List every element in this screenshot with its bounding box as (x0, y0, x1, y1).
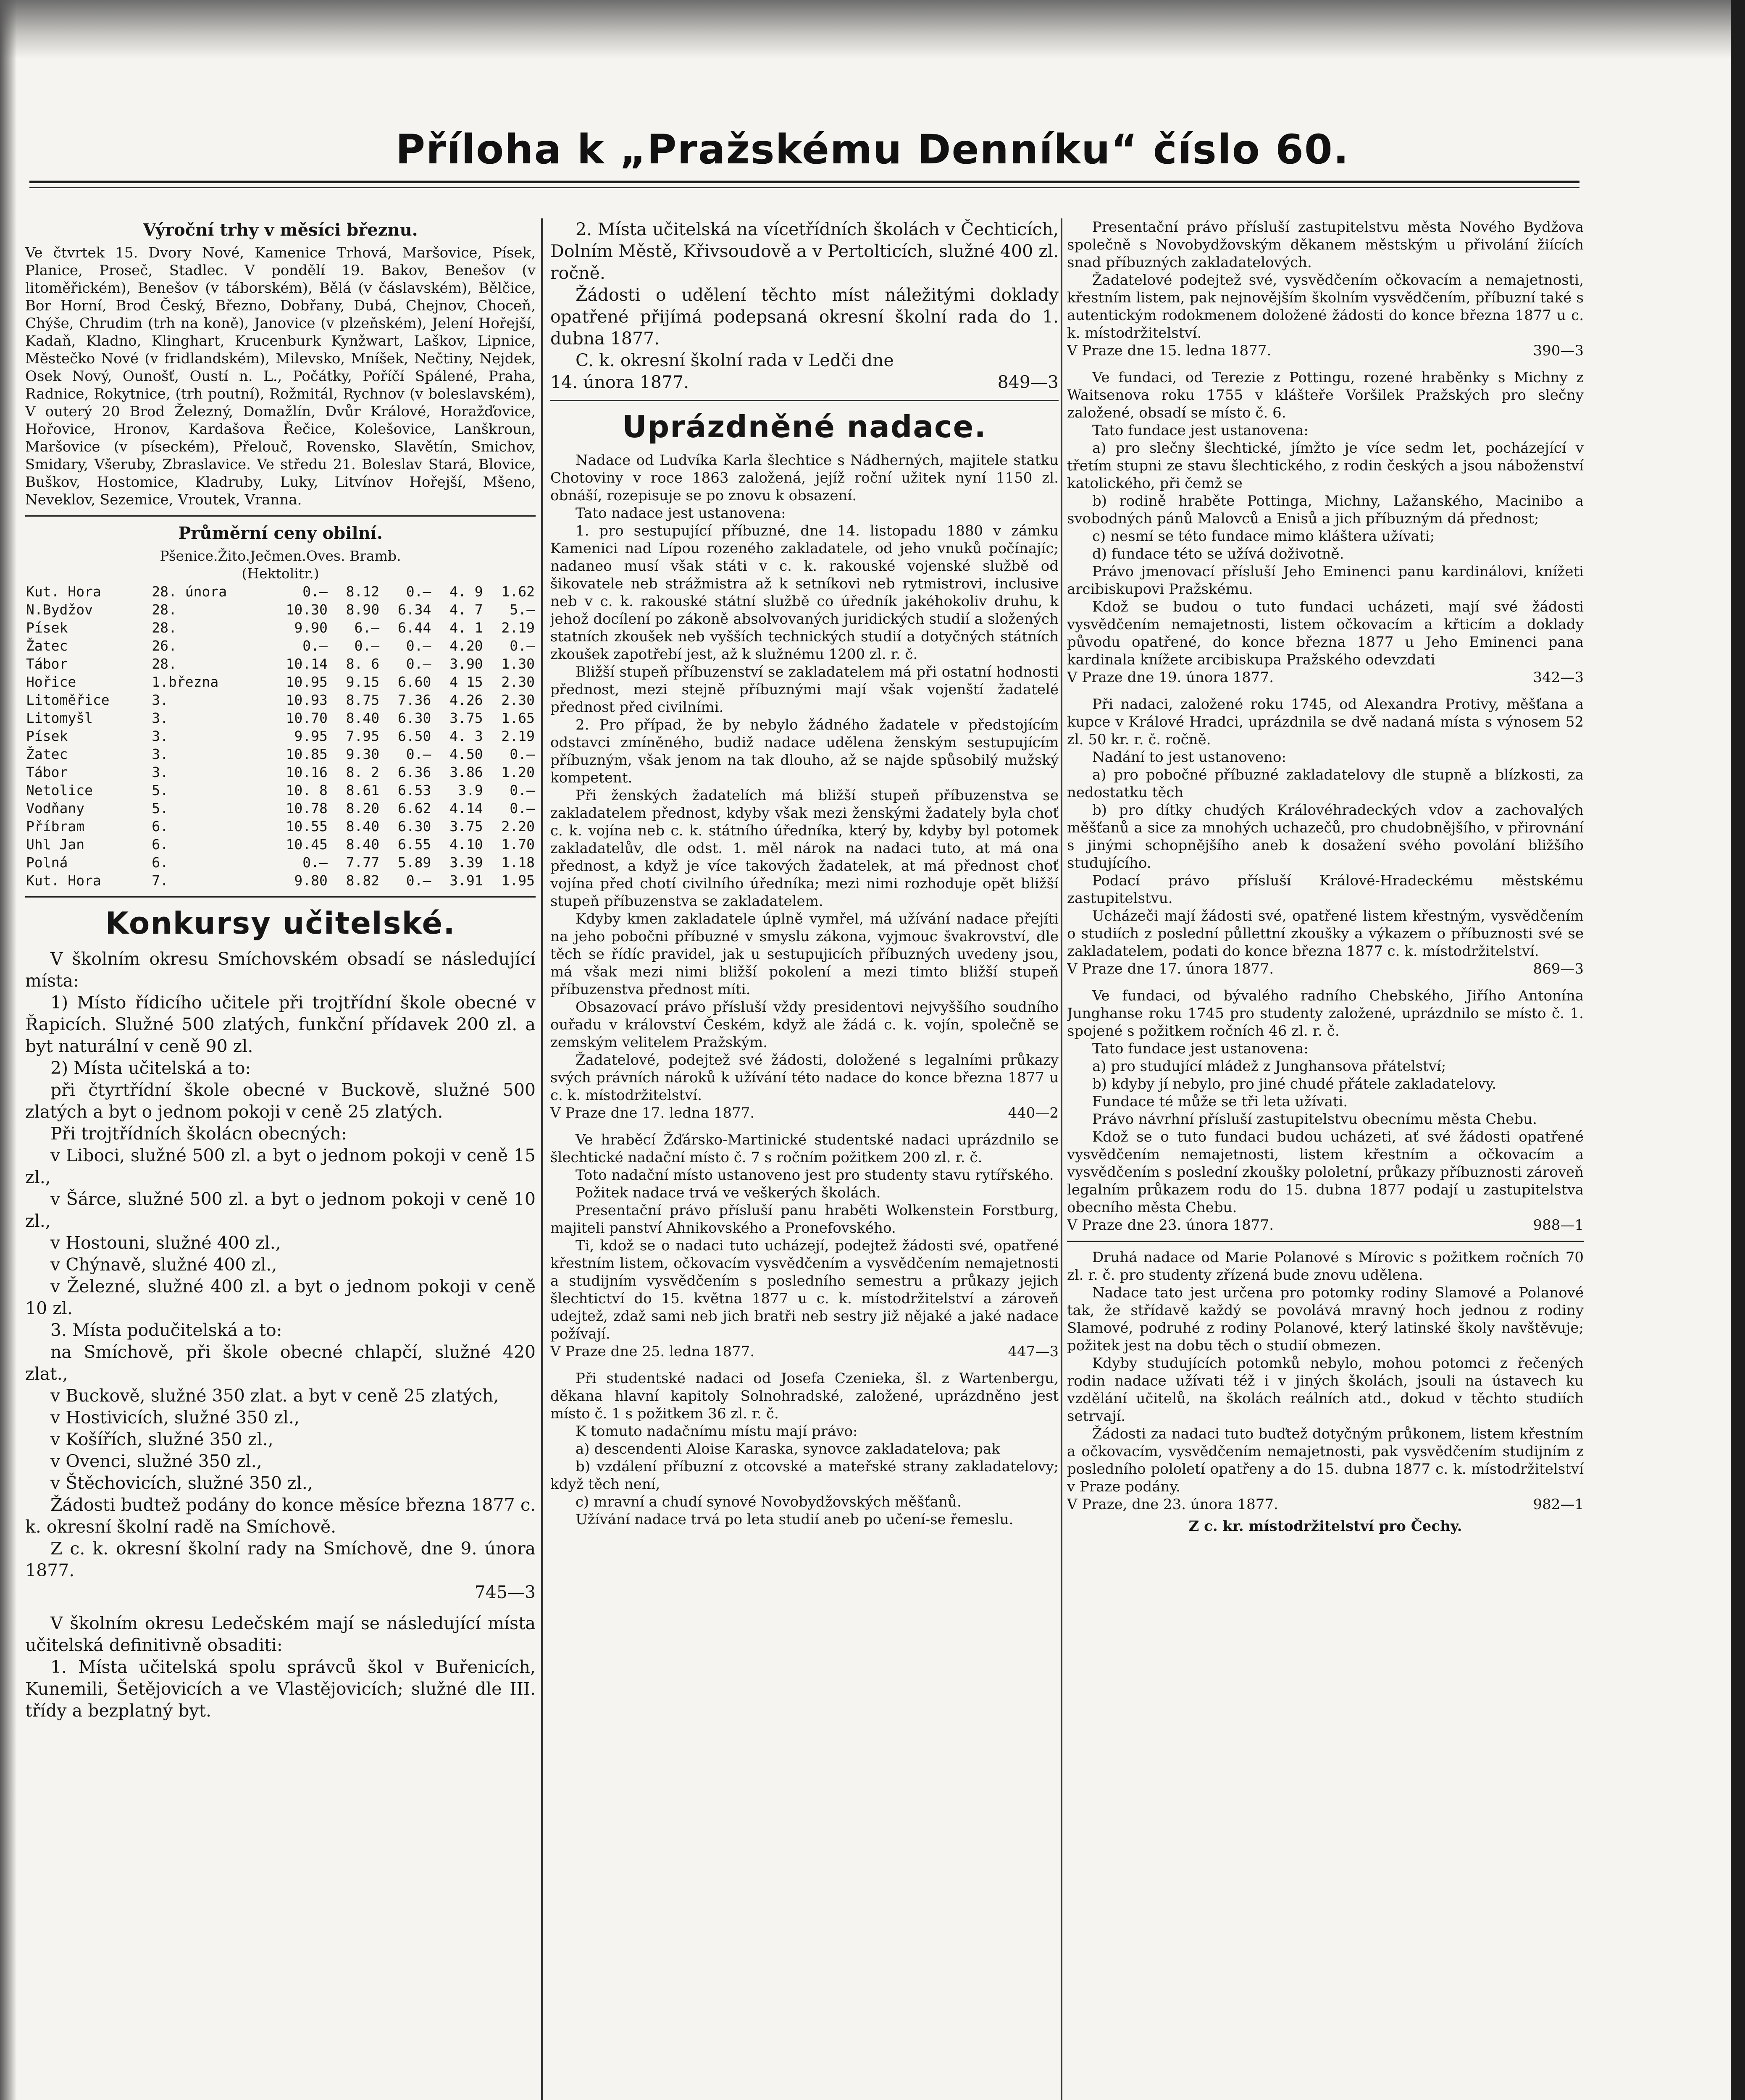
table-row (25, 601, 536, 619)
paragraph: Žádosti o udělení těchto míst náležitými doklady opatřené přijímá podepsaná okresní školní rada do 1. dubna 1877. (550, 285, 1059, 349)
paragraph: Při studentské nadaci od Josefa Czenieka, šl. z Wartenbergu, děkana hlavní kapitoly Solnohradské, založené, uprázdněno jest místo č. 1 s požitkem 36 zl. r. č. (550, 1370, 1059, 1422)
table-cell: N.Bydžov (26, 601, 93, 618)
paragraph: v Hostivicích, služné 350 zl., (50, 1407, 300, 1428)
paragraph: 2. Pro případ, že by nebylo žádného žadatele v předstojícím odstavci zmíněného, budiž nadace udělena ženským sestupujícím příbuzným, však jenom na tak dlouho, až se najde spůsobilý mužský kompetent. (550, 717, 1059, 786)
masthead-rule-bottom (29, 187, 1579, 188)
paragraph: Ucházeči mají žádosti své, opatřené listem křestným, vysvědčením o studiích z poslední půllettní zkoušky a výkazem o příbuznosti své se zakladatelem, podati do konce března 1877 c. k. místodržitelství. (1067, 908, 1584, 960)
table-cell: 6.44 (397, 620, 431, 636)
table-cell: 3.75 (449, 818, 483, 835)
table-cell: 8. 6 (346, 656, 380, 672)
teacher-posts-continued (550, 218, 1059, 371)
column-1 (25, 218, 536, 2100)
table-row (25, 835, 536, 853)
table-cell: 4. 9 (449, 583, 483, 600)
table-row (25, 619, 536, 637)
scan-left-shadow (0, 0, 17, 2100)
date: V Praze dne 15. ledna 1877. (1067, 342, 1272, 359)
paragraph: b) kdyby jí nebylo, pro jiné chudé přátele zakladatelovy. (1092, 1076, 1497, 1092)
table-cell: 28. (152, 601, 177, 618)
masthead-rule-top (29, 181, 1579, 183)
table-cell: 1.65 (501, 710, 535, 726)
paragraph: K tomuto nadačnímu místu mají právo: (576, 1423, 858, 1440)
table-cell: 4. 7 (449, 601, 483, 618)
paragraph: v Buckově, služné 350 zlat. a byt v ceně 25 zlatých, (50, 1386, 499, 1406)
table-row (25, 853, 536, 872)
table-cell: 8.12 (346, 583, 380, 600)
table-cell: 28. (152, 620, 177, 636)
paragraph: Nadace od Ludvíka Karla šlechtice s Nádherných, majitele statku Chotoviny v roce 1863 založená, jejíž roční užitek nyní 1150 zl. obnáší, rozepisuje se po znovu k obsazení. (550, 452, 1059, 504)
table-cell: 0.— (510, 638, 535, 654)
table-cell: 3. (152, 746, 169, 762)
grain-prices-columns: Pšenice.Žito.Ječmen.Oves. Bramb. (160, 548, 401, 564)
paragraph: v Chýnavě, služné 400 zl., (50, 1255, 277, 1275)
table-cell: 1.20 (501, 764, 535, 780)
nadace-heading: Uprázdněné nadace. (622, 409, 987, 444)
table-cell: 26. (152, 638, 177, 654)
paragraph: Obsazovací právo přísluší vždy presidentovi nejvyššího soudního ouřadu v království Českém, když ale žádá c. k. vojín, společně se zemským velitelem Pražským. (550, 999, 1059, 1051)
paragraph: Tato fundace jest ustanovena: (1092, 422, 1309, 439)
table-cell: 4.14 (449, 800, 483, 816)
table-cell: 10.14 (286, 656, 328, 672)
table-cell: 2.19 (501, 620, 535, 636)
paragraph: c) nesmí se této fundace mimo kláštera užívati; (1092, 528, 1435, 545)
table-cell: 5.89 (397, 854, 431, 871)
paragraph: Kdož se budou o tuto fundaci ucházeti, mají své žádosti vysvědčením nemajetnosti, listem očkovacím a křticím a doklady původu opatřené, do konce března 1877 u Jeho Eminenci pana kardinala knížete arcibiskupa Pražského odevzdati (1067, 598, 1584, 668)
table-cell: 8.90 (346, 601, 380, 618)
table-cell: 10.30 (286, 601, 328, 618)
paragraph: Fundace té může se tři leta užívati. (1092, 1093, 1348, 1110)
table-cell: 3. (152, 764, 169, 780)
table-cell: Polná (26, 854, 68, 871)
table-cell: 0.— (302, 638, 328, 654)
table-cell: 9.80 (294, 872, 328, 889)
final-signature: Z c. kr. místodržitelství pro Čechy. (1188, 1518, 1462, 1535)
separator (25, 896, 536, 898)
table-cell: 5.— (510, 601, 535, 618)
supplement-masthead: Příloha k „Pražskému Denníku“ číslo 60. (395, 126, 1350, 173)
paragraph: Užívání nadace trvá po leta studií aneb po učení-se řemeslu. (576, 1511, 1014, 1528)
paragraph: a) pro pobočné příbuzné zakladatelovy dle stupně a blízkosti, za nedostatku těch (1067, 766, 1584, 801)
table-cell: 4 15 (449, 674, 483, 690)
table-cell: 0.— (354, 638, 380, 654)
scan-top-shadow (0, 0, 1745, 59)
table-cell: 10.16 (286, 764, 328, 780)
paragraph: V školním okresu Smíchovském obsadí se následující místa: (25, 949, 536, 991)
table-cell: 7.77 (346, 854, 380, 871)
table-cell: 10.78 (286, 800, 328, 816)
paragraph: v Košířích, služné 350 zl., (50, 1429, 273, 1449)
table-cell: Tábor (26, 764, 68, 780)
separator (25, 515, 536, 517)
table-cell: 28. (152, 656, 177, 672)
table-cell: 1.března (152, 674, 219, 690)
table-cell: 6.60 (397, 674, 431, 690)
table-cell: 6.62 (397, 800, 431, 816)
paragraph: Kdyby studujících potomků nebylo, mohou potomci z řečených rodin nadace užívati též i v jiných školách, jsouli na ústavech ku vzdělání učitelů, na školách reálních atd., dokud v těchto studiích setrvají. (1067, 1355, 1584, 1425)
paragraph: Žádosti budtež podány do konce měsíce března 1877 c. k. okresní školní radě na Smíchově. (25, 1495, 536, 1537)
paragraph: Podací právo přísluší Králové-Hradeckému městskému zastupitelstvu. (1067, 872, 1584, 907)
reference-code: 869—3 (1533, 961, 1584, 977)
table-cell: 6.34 (397, 601, 431, 618)
signature-line (1067, 960, 1584, 978)
table-cell: 0.— (302, 854, 328, 871)
paragraph: 2) Místa učitelská a to: (50, 1058, 251, 1078)
table-cell: 4. 1 (449, 620, 483, 636)
table-cell: 4.20 (449, 638, 483, 654)
paragraph: Při ženských žadatelích má bližší stupeň příbuzenstva se zakladatelem přednost, kdyby však mezi ženskými žadately byla choť c. k. vojína neb c. k. státního úředníka, který by, kdyby byl potomek zakladatelův, dle odst. 1. měl nárok na nadaci tuto, at má ona přednost, a když je více takových žadatelek, at má přednost choť vojína před chotí civilního úředníka; mezi nimi rozhoduje opět bližší stupeň příbuzenstva se zakladatelem. (550, 787, 1059, 910)
table-cell: Uhl Jan (26, 836, 85, 853)
table-cell: 9.30 (346, 746, 380, 762)
paragraph: C. k. okresní školní rada v Ledči dne (576, 350, 894, 370)
bydzov-foundation-text (1067, 218, 1584, 342)
table-row (25, 655, 536, 673)
column-divider-2 (1061, 218, 1062, 2100)
table-row (25, 583, 536, 601)
table-cell: 1.18 (501, 854, 535, 871)
table-cell: 0.— (510, 800, 535, 816)
table-cell: 0.— (510, 782, 535, 798)
table-cell: Písek (26, 620, 68, 636)
paragraph: b) rodině hraběte Pottinga, Michny, Lažanského, Macinibo a svobodných pánů Malovců a Enisů a jich příbuzným dá přednost; (1067, 493, 1584, 527)
table-cell: 10.70 (286, 710, 328, 726)
paragraph: Druhá nadace od Marie Polanové s Mírovic s požitkem ročních 70 zl. r. č. pro studenty zřízená bude znovu udělena. (1067, 1249, 1584, 1284)
column-2 (550, 218, 1059, 2100)
table-cell: 3.90 (449, 656, 483, 672)
signature-line (1067, 342, 1584, 360)
table-cell: 0.— (406, 746, 431, 762)
table-cell: 6.— (354, 620, 380, 636)
table-cell: 3.9 (458, 782, 483, 798)
table-row (25, 709, 536, 727)
table-cell: Žatec (26, 746, 68, 762)
paragraph: Ve hraběcí Žďársko-Martinické studentské nadaci uprázdnilo se šlechtické nadační místo č. 7 s ročním požitkem 200 zl. r. č. (550, 1131, 1059, 1166)
table-cell: 3.75 (449, 710, 483, 726)
paragraph: Presentační právo přísluší zastupitelstvu města Nového Bydžova společně s Novobydžovským děkanem městským u přivolání žiících snad příbuzných zakladatelových. (1067, 219, 1584, 271)
table-cell: 6.53 (397, 782, 431, 798)
paragraph: při čtyrtřídní škole obecné v Buckově, služné 500 zlatých a byt o jednom pokoji v ceně 25 zlatých. (25, 1080, 536, 1122)
polan-foundation-text (1067, 1249, 1584, 1496)
table-cell: 0.— (406, 872, 431, 889)
paragraph: v Liboci, služné 500 zl. a byt o jednom pokoji v ceně 15 zl., (25, 1145, 536, 1187)
table-cell: 8.40 (346, 836, 380, 853)
signature-line (1067, 669, 1584, 686)
table-cell: Netolice (26, 782, 93, 798)
paragraph: Právo jmenovací přísluší Jeho Eminenci panu kardinálovi, knížeti arcibiskupovi Pražskému. (1067, 563, 1584, 598)
paragraph: Při nadaci, založené roku 1745, od Alexandra Protivy, měšťana a kupce v Králové Hradci, uprázdnila se dvě nadaná místa s výnosem 52 zl. 50 kr. r. č. ročně. (1067, 696, 1584, 748)
table-cell: Vodňany (26, 800, 85, 816)
table-cell: 6.30 (397, 818, 431, 835)
table-cell: 9.95 (294, 728, 328, 744)
scan-right-edge (1731, 0, 1745, 2100)
table-cell: 0.— (510, 746, 535, 762)
ledec-text (25, 1612, 536, 1722)
table-cell: 10. 8 (286, 782, 328, 798)
reference-code: 447—3 (1008, 1343, 1059, 1360)
table-cell: 5. (152, 782, 169, 798)
fairs-heading: Výroční trhy v měsíci březnu. (143, 220, 418, 240)
paragraph: v Ovenci, služné 350 zl., (50, 1451, 262, 1471)
reference-code: 342—3 (1533, 669, 1584, 686)
paragraph: 3. Místa podučitelská a to: (50, 1320, 282, 1340)
table-cell: 8.20 (346, 800, 380, 816)
signature-line (550, 1104, 1059, 1122)
paragraph: b) vzdálení příbuzní z otcovské a mateřské strany zakladatelovy; když těch není, (550, 1458, 1059, 1493)
paragraph: v Štěchovicích, služné 350 zl., (50, 1473, 313, 1493)
table-row (25, 691, 536, 709)
paragraph: Ve fundaci, od Terezie z Pottingu, rozené hraběnky s Michny z Waitsenova roku 1755 v klášteře Voršilek Pražských pro slečny založené, obsadí se místo č. 6. (1067, 369, 1584, 421)
table-cell: Kut. Hora (26, 583, 101, 600)
pottingen-foundation-text (1067, 369, 1584, 669)
paragraph: a) pro slečny šlechtické, jímžto je více sedm let, pocházející v třetím stupni ze stavu šlechtického, z rodin českých a jsou náboženství katolického, při čemž se (1067, 440, 1584, 492)
date: V Praze, dne 23. února 1877. (1067, 1496, 1278, 1513)
separator (550, 400, 1059, 401)
paragraph: Toto nadační místo ustanoveno jest pro studenty stavu rytířského. (576, 1167, 1054, 1184)
paragraph: 2. Místa učitelská na vícetřídních školách v Čechticích, Dolním Městě, Křivsoudově a v Pertolticích, služné 400 zl. ročně. (550, 219, 1059, 283)
reference-code: 982—1 (1533, 1496, 1584, 1513)
konkursy-heading: Konkursy učitelské. (105, 906, 456, 941)
table-cell: Žatec (26, 638, 68, 654)
table-row (25, 781, 536, 799)
table-cell: 3.91 (449, 872, 483, 889)
table-cell: 10.85 (286, 746, 328, 762)
table-row (25, 817, 536, 835)
table-cell: 2.30 (501, 692, 535, 708)
date: V Praze dne 25. ledna 1877. (550, 1343, 755, 1360)
table-cell: 8.61 (346, 782, 380, 798)
paragraph: v Hostouni, služné 400 zl., (50, 1233, 281, 1253)
table-cell: 8.40 (346, 710, 380, 726)
table-cell: 0.— (302, 583, 328, 600)
grain-prices-heading: Průměrní ceny obilní. (178, 523, 383, 543)
paragraph: Žadatelové podejtež své, vysvědčením očkovacím a nemajetnosti, křestním listem, pak nejnovějším školním vysvědčením, příbuzní také s autentickým rodokmenem doložené žádosti do konce března 1877 u c. k. místodržitelství. (1067, 272, 1584, 341)
reference-code: 849—3 (997, 372, 1059, 392)
table-row (25, 872, 536, 890)
table-cell: 3.86 (449, 764, 483, 780)
table-cell: 6. (152, 818, 169, 835)
table-cell: 9.90 (294, 620, 328, 636)
table-cell: 28. února (152, 583, 227, 600)
czenieka-foundation-text (550, 1370, 1059, 1528)
table-cell: 6. (152, 836, 169, 853)
table-cell: 3. (152, 710, 169, 726)
table-cell: 9.15 (346, 674, 380, 690)
table-cell: 5. (152, 800, 169, 816)
date: V Praze dne 17. února 1877. (1067, 961, 1274, 977)
reference-code: 390—3 (1533, 342, 1584, 359)
table-cell: 4.26 (449, 692, 483, 708)
paragraph: Tato nadace jest ustanovena: (576, 505, 786, 522)
date: V Praze dne 17. ledna 1877. (550, 1105, 755, 1121)
date: V Praze dne 19. února 1877. (1067, 669, 1274, 686)
zdarsko-foundation-text (550, 1131, 1059, 1343)
paragraph: Ve fundaci, od bývalého radního Chebského, Jiřího Antonína Junghanse roku 1745 pro studenty založené, uprázdnilo se místo č. 1. spojené s požitkem ročních 46 zl. r. č. (1067, 987, 1584, 1040)
table-cell: 6. (152, 854, 169, 871)
fairs-text: Ve čtvrtek 15. Dvory Nové, Kamenice Trhová, Maršovice, Písek, Planice, Proseč, Stadlec. V pondělí 19. Bakov, Benešov (v litoměřickém), Benešov (v táborském), Bělá (v čáslavském), Bělčice, Bor Horní, Brod Český, Březno, Dobřany, Dubá, Chejnov, Choceň, Chýše, Chrudim (trh na koně), Janovice (v plzeňském), Jelení Hořejší, Kadaň, Kladno, Klinghart, Krucenburk Kynžwart, Laškov, Lipnice, Městečko Nové (v fridlandském), Milevsko, Mníšek, Nečtiny, Nejdek, Osek Nový, Ounošť, Oustí n. L., Počátky, Poříčí Spálené, Praha, Radnice, Rokytnice, (trh poutní), Rožmitál, Rychnov (v boleslavském), V outerý 20 Brod Železný, Domažlín, Dvůr Králové, Horažďovice, Hořovice, Hronov, Kardašova Řečice, Kolešovice, Lanškroun, Maršovice (v píseckém), Přelouč, Rovensko, Slavětín, Smichov, Smidary, Všeruby, Zbraslavice. Ve středu 21. Boleslav Stará, Blovice, Buškov, Hostomice, Kladruby, Luky, Litvínov Hořejší, Mšeno, Neveklov, Sezemice, Vroutek, Vranna. (25, 244, 536, 508)
table-cell: 8.75 (346, 692, 380, 708)
table-cell: 6.55 (397, 836, 431, 853)
table-cell: 4.10 (449, 836, 483, 853)
table-cell: 1.30 (501, 656, 535, 672)
paragraph: b) pro dítky chudých Královéhradeckých vdov a zachovalých měšťanů a sice za mnohých uchazečů, pro chudobnějšího, v přirovnání s jinými schopnějšího aneb k dosažení svého povolání bližšího studujícího. (1067, 802, 1584, 872)
table-cell: 3.39 (449, 854, 483, 871)
table-cell: 3. (152, 728, 169, 744)
paragraph: c) mravní a chudí synové Novobydžovských měšťanů. (576, 1494, 962, 1510)
table-cell: Tábor (26, 656, 68, 672)
table-cell: 2.20 (501, 818, 535, 835)
signature-line (1067, 1216, 1584, 1234)
signature-line (550, 1343, 1059, 1360)
table-cell: Litoměřice (26, 692, 110, 708)
paragraph: 1. Místa učitelská spolu správců škol v Buřenicích, Kunemili, Šetějovicích a ve Vlastějovicích; služné dle III. třídy a bezplatný byt. (25, 1657, 536, 1721)
signature-line (550, 371, 1059, 393)
paragraph: Žádosti za nadaci tuto buďtež dotyčným průkonem, listem křestním a očkovacím, vysvědčením nemajetnosti, pak vysvědčením studijním z posledního pololetí opatřeny a do 15. dubna 1877 c. k. místodržitelství v Praze podány. (1067, 1425, 1584, 1495)
column-divider-1 (541, 218, 543, 2100)
table-cell: 1.62 (501, 583, 535, 600)
table-cell: 0.— (406, 638, 431, 654)
table-cell: 4.50 (449, 746, 483, 762)
table-row (25, 745, 536, 763)
paragraph: 1. pro sestupující příbuzné, dne 14. listopadu 1880 v zámku Kamenici nad Lípou rozeného zakladatele, od jeho vnuků počínajíc; nadaneo musí však státi v c. k. rakouské vojenské službě od šikovatele neb strážmistra až k setníkovi neb rytmistrovi, inclusive neb v c. k. rakouské státní službě co úředník jakéhokoliv druhu, k jehož docílení po zákoně absolvovaných juridických studií a složených statních zkoušek neb vyšších technických studií a dotyčných státních zkoušek zapotřebí jest, až k služnému 1200 zl. r. č. (550, 522, 1059, 663)
grain-prices-unit: (Hektolitr.) (242, 565, 319, 582)
nadace-text (550, 452, 1059, 1104)
column-3 (1067, 218, 1584, 2100)
grain-prices-table (25, 583, 536, 890)
paragraph: a) pro studující mládež z Junghansova přátelství; (1092, 1058, 1446, 1075)
table-cell: 2.19 (501, 728, 535, 744)
table-cell: Příbram (26, 818, 85, 835)
date: V Praze dne 23. února 1877. (1067, 1217, 1274, 1234)
paragraph: Kdyby kmen zakladatele úplně vymřel, má užívání nadace přejíti na jeho pobočni příbuzné v smyslu zákona, vyjmouc švakrovství, dle těch se řídíc pravidel, jak u sestupujicích příbuzných uvedeny jsou, má však mezi nimi bližší pokolení a mezi timto bližší stupeň příbuzenstva přednost míti. (550, 911, 1059, 998)
paragraph: 1) Místo řídicího učitele při trojtřídní škole obecné v Řapicích. Služné 500 zlatých, funkční přídavek 200 zl. a byt naturální v ceně 90 zl. (25, 992, 536, 1056)
paragraph: v Šárce, služné 500 zl. a byt o jednom pokoji v ceně 10 zl., (25, 1189, 536, 1231)
paragraph: Právo návrhní přísluší zastupitelstvu obecnímu města Chebu. (1092, 1111, 1537, 1128)
table-cell: 3. (152, 692, 169, 708)
table-cell: 10.55 (286, 818, 328, 835)
date: 14. února 1877. (550, 372, 689, 392)
table-cell: 8.40 (346, 818, 380, 835)
table-cell: 0.— (406, 583, 431, 600)
table-row (25, 727, 536, 745)
paragraph: a) descendenti Aloise Karaska, synovce zakladatelova; pak (576, 1441, 1000, 1457)
table-cell: 1.70 (501, 836, 535, 853)
table-cell: 0.— (406, 656, 431, 672)
paragraph: na Smíchově, při škole obecné chlapčí, služné 420 zlat., (25, 1342, 536, 1384)
table-row (25, 763, 536, 781)
table-cell: 7.36 (397, 692, 431, 708)
table-row (25, 673, 536, 691)
reference-code: 440—2 (1008, 1105, 1059, 1121)
table-cell: 7.95 (346, 728, 380, 744)
table-cell: Hořice (26, 674, 76, 690)
table-row (25, 637, 536, 655)
table-cell: 8. 2 (346, 764, 380, 780)
table-cell: Písek (26, 728, 68, 744)
paragraph: Nadání to jest ustanoveno: (1092, 749, 1286, 766)
protivy-foundation-text (1067, 696, 1584, 960)
paragraph: Kdož se o tuto fundaci budou ucházeti, ať své žádosti opatřené vysvědčením nemajetnosti, listem křestním a očkovacím a vysvědčením s poslední zkoušky pololetní, průkazy příbuznosti zároveň legalním průkazem rodu do 15. dubna 1877 podají u zastupitelstva obecního města Chebu. (1067, 1129, 1584, 1216)
separator (1067, 1241, 1584, 1242)
konkursy-code: 745—3 (474, 1582, 536, 1602)
table-row (25, 799, 536, 817)
paragraph: d) fundace této se užívá doživotně. (1092, 546, 1344, 562)
signature-line (1067, 1496, 1584, 1513)
table-cell: Kut. Hora (26, 872, 101, 889)
table-cell: 10.45 (286, 836, 328, 853)
paragraph: Z c. k. okresní školní rady na Smíchově, dne 9. února 1877. (25, 1538, 536, 1580)
table-cell: 8.82 (346, 872, 380, 889)
konkursy-text (25, 948, 536, 1581)
paragraph: Při trojtřídních školácn obecných: (50, 1124, 347, 1144)
cheb-foundation-text (1067, 987, 1584, 1216)
table-cell: 2.30 (501, 674, 535, 690)
paragraph: Tato fundace jest ustanovena: (1092, 1040, 1309, 1057)
table-cell: 10.95 (286, 674, 328, 690)
paragraph: V školním okresu Ledečském mají se následující místa učitelská definitivně obsaditi: (25, 1613, 536, 1655)
paragraph: Bližší stupeň příbuzenství se zakladatelem má při ostatní hodnosti přednost, mezi stejně příbuznými mají však vojenští žadatelé přednost před civilními. (550, 664, 1059, 716)
table-cell: 6.36 (397, 764, 431, 780)
table-cell: 6.50 (397, 728, 431, 744)
paragraph: v Železné, služné 400 zl. a byt o jednom pokoji v ceně 10 zl. (25, 1276, 536, 1318)
table-cell: 1.95 (501, 872, 535, 889)
paragraph: Žadatelové, podejtež své žádosti, doložené s legalními průkazy svých právních nároků k užívání této nadace do konce března 1877 u c. k. místodržitelství. (550, 1052, 1059, 1104)
reference-code: 988—1 (1533, 1217, 1584, 1234)
paragraph: Ti, kdož se o nadaci tuto ucházejí, podejtež žádosti své, opatřené křestním listem, očkovacím vysvědčením a vysvědčením nemajetnosti a studijním vysvědčením s posledního semestru a průkazy jejich šlechtictví do 15. května 1877 u c. k. místodržitelství a zároveň udejtež, zdaž sami neb jich bratři neb sestry již nějaké a jaké nadace požívají. (550, 1237, 1059, 1342)
table-cell: 10.93 (286, 692, 328, 708)
table-cell: 7. (152, 872, 169, 889)
table-cell: Litomyšl (26, 710, 93, 726)
paragraph: Požitek nadace trvá ve veškerých školách. (576, 1184, 881, 1201)
table-cell: 6.30 (397, 710, 431, 726)
table-cell: 4. 3 (449, 728, 483, 744)
paragraph: Presentační právo přísluší panu hraběti Wolkenstein Forstburg, majiteli panství Ahnikovského a Pronefovského. (550, 1202, 1059, 1236)
paragraph: Nadace tato jest určena pro potomky rodiny Slamové a Polanové tak, že střídavě každý se povolává mravný hoch jednou z rodiny Slamové, podruhé z rodiny Polanové, který latinské školy navštěvuje; požitek jest na dobu těch o studií obmezen. (1067, 1284, 1584, 1354)
